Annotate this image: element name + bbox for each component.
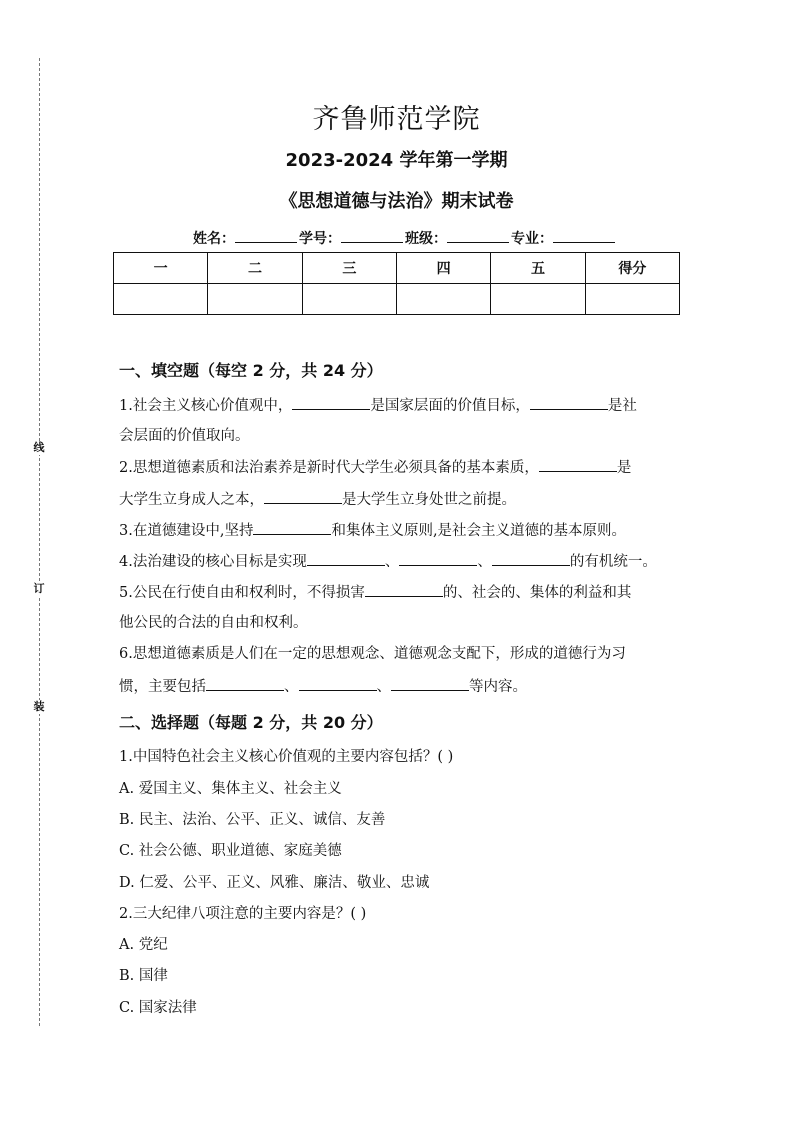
semester-title: 2023-2024 学年第一学期 [285,150,508,171]
answer-blank[interactable] [307,551,385,566]
question-text: 是 [616,460,632,476]
name-label: 姓名： [193,231,235,247]
separator: 、 [477,554,492,570]
question-line [119,489,516,510]
student-id-label: 学号： [299,231,341,247]
answer-blank[interactable] [391,676,469,691]
major-field[interactable] [553,230,615,243]
score-header-cell: 三 [302,253,396,284]
student-id-field[interactable] [341,230,403,243]
question-text: 是国家层面的价值目标， [370,398,530,414]
exam-title: 《思想道德与法治》期末试卷 [279,191,514,212]
answer-blank[interactable] [206,676,284,691]
question-line [119,582,631,603]
question-text: 4.法治建设的核心目标是实现 [119,554,307,570]
score-table-header-row [114,253,680,284]
score-header-cell: 四 [396,253,490,284]
section2-title: 二、选择题（每题 2 分，共 20 分） [119,713,383,732]
question-line: 2.三大纪律八项注意的主要内容是？( ) [119,906,367,922]
answer-blank[interactable] [539,457,617,472]
score-table [113,252,680,315]
question-text: 等内容。 [469,679,527,695]
separator: 、 [376,679,391,695]
binding-label-bind: 装 [31,700,47,714]
option-a[interactable]: A. 党纪 [119,937,168,953]
major-label: 专业： [511,231,553,247]
question-text: 的有机统一。 [569,554,657,570]
answer-blank[interactable] [399,551,477,566]
question-line [119,676,527,697]
question-text: 大学生立身成人之本， [119,492,264,508]
question-text: 惯，主要包括 [119,679,206,695]
question-line [119,395,637,416]
answer-blank[interactable] [264,489,342,504]
score-header-cell: 得分 [585,253,679,284]
score-cell[interactable] [208,284,302,315]
question-line: 6.思想道德素质是人们在一定的思想观念、道德观念支配下，形成的道德行为习 [119,646,626,662]
class-label: 班级： [405,231,447,247]
question-text: 5.公民在行使自由和权利时，不得损害 [119,585,365,601]
class-field[interactable] [447,230,509,243]
score-cell[interactable] [114,284,208,315]
score-cell[interactable] [585,284,679,315]
question-text: 是大学生立身处世之前提。 [342,492,516,508]
option-c[interactable]: C. 国家法律 [119,1000,197,1016]
answer-blank[interactable] [492,551,570,566]
name-field[interactable] [235,230,297,243]
answer-blank[interactable] [530,395,608,410]
option-d[interactable]: D. 仁爱、公平、正义、风雅、廉洁、敬业、忠诚 [119,875,430,891]
question-text: 是社 [607,398,637,414]
question-line [119,551,657,572]
score-cell[interactable] [302,284,396,315]
answer-blank[interactable] [299,676,377,691]
student-info-row [0,228,793,248]
binding-label-line: 线 [31,441,47,455]
question-text: 和集体主义原则,是社会主义道德的基本原则。 [331,523,627,539]
question-line: 1.中国特色社会主义核心价值观的主要内容包括？( ) [119,749,454,765]
option-b[interactable]: B. 国律 [119,968,168,984]
option-a[interactable]: A. 爱国主义、集体主义、社会主义 [119,781,342,797]
binding-label-order: 订 [31,582,47,596]
answer-blank[interactable] [365,582,443,597]
question-line: 会层面的价值取向。 [119,428,250,444]
separator: 、 [284,679,299,695]
score-header-cell: 五 [491,253,585,284]
question-text: 2.思想道德素质和法治素养是新时代大学生必须具备的基本素质， [119,460,539,476]
question-text: 3.在道德建设中,坚持 [119,523,254,539]
question-line: 他公民的合法的自由和权利。 [119,615,308,631]
separator: 、 [384,554,400,570]
score-cell[interactable] [396,284,490,315]
answer-blank[interactable] [292,395,370,410]
option-b[interactable]: B. 民主、法治、公平、正义、诚信、友善 [119,812,386,828]
question-text: 1.社会主义核心价值观中， [119,398,293,414]
question-line [119,457,631,478]
score-cell[interactable] [491,284,585,315]
answer-blank[interactable] [253,520,331,535]
school-name: 齐鲁师范学院 [312,104,481,135]
score-table-value-row [114,284,680,315]
score-header-cell: 二 [208,253,302,284]
option-c[interactable]: C. 社会公德、职业道德、家庭美德 [119,843,342,859]
question-text: 的、社会的、集体的利益和其 [442,585,632,601]
score-header-cell: 一 [114,253,208,284]
question-line [119,520,626,541]
section1-title: 一、填空题（每空 2 分，共 24 分） [119,361,383,380]
